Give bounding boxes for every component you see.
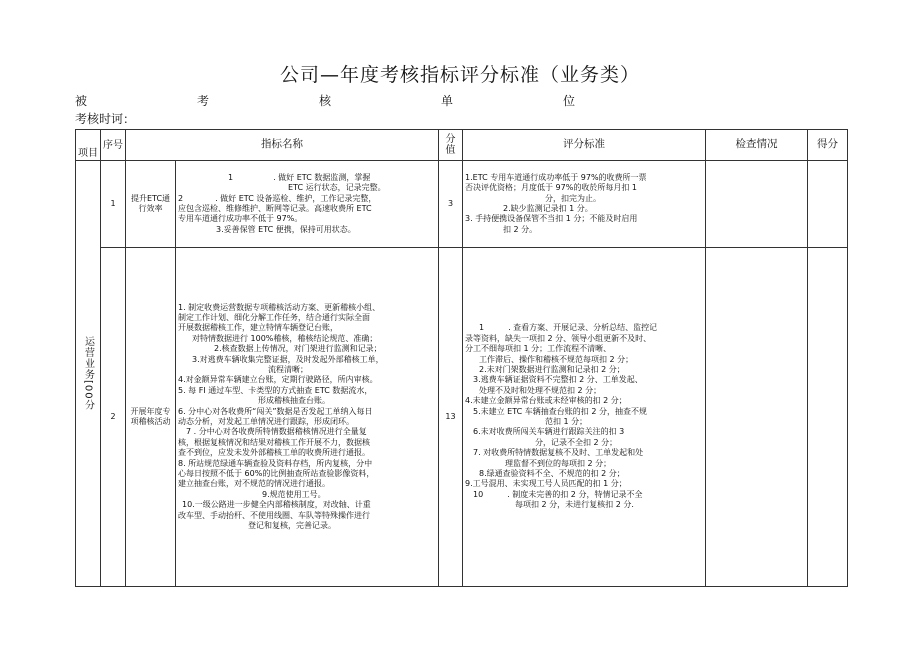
standard-line: 分，记录不全扣 2 分；	[535, 437, 618, 447]
indicator-name-cell: 提升ETC通行效率	[126, 161, 176, 248]
header-check: 检查情况	[706, 130, 808, 161]
assessed-unit-row	[75, 92, 575, 108]
seq-cell: 1	[101, 161, 126, 248]
standard-cell	[463, 248, 706, 587]
content-line: 登记和复核，完善记录。	[248, 520, 336, 530]
get-cell[interactable]	[808, 161, 848, 248]
content-line: ETC 运行状态，记录完整。	[288, 183, 386, 193]
standard-line: 2.未对门架数据进行监测和记录扣 2 分；	[479, 365, 625, 375]
standard-line: 1 . 查看方案、开展记录、分析总结、监控记	[479, 323, 658, 333]
content-line: 3.对逃费车辆收集完整证据，及时发起外部稽核工单，	[192, 354, 384, 364]
indicator-name-cell: 开展年度专项稽核活动	[126, 248, 176, 587]
standard-line: 5.未建立 ETC 车辆抽查台账的扣 2 分，抽查不规	[473, 406, 647, 416]
header-score: 分值	[439, 130, 463, 161]
content-line: 制定工作计划、细化分解工作任务，结合通行实际全面	[178, 313, 370, 323]
content-line: 流程清晰；	[268, 365, 308, 375]
standard-line: 分，扣完为止。	[545, 193, 601, 203]
standard-line: 处理不及时和处理不规范扣 2 分；	[479, 385, 602, 395]
content-line: 2 . 做好 ETC 设备巡检、维护，工作记录完整，	[178, 193, 377, 203]
standard-line: 4.未建立金额异常台账或未经审核的扣 2 分；	[465, 396, 627, 406]
content-line: 形成稽核抽查台账。	[258, 396, 330, 406]
standard-line: 分工不细每项扣 1 分；工作流程不清晰、	[465, 344, 612, 354]
content-line: 10.一级公路进一步健全内部稽核制度，对改轴、计重	[182, 500, 371, 510]
content-line: 1 . 做好 ETC 数据监测，掌握	[228, 172, 371, 182]
exam-time-label: 考核时诃：	[75, 112, 136, 126]
header-get: 得分	[808, 130, 848, 161]
standard-line: 理监督不到位的每项扣 2 分；	[505, 458, 612, 468]
standard-line: 录等资料，缺失一项扣 2 分、领导小组更新不及时、	[465, 333, 652, 343]
content-line: 心每日按照不低于 60%的比例抽查所站查验影像资料，	[178, 468, 375, 478]
standard-line: 8.绿通查验资料不全、不规范的扣 2 分；	[479, 468, 625, 478]
unit-char: 被	[75, 94, 88, 108]
indicator-content-cell	[176, 161, 439, 248]
content-line: 核，根据复核情况和结果对稽核工作开展不力，数据核	[178, 437, 370, 447]
standard-line: 10 . 制度未完善的扣 2 分，特情记录不全	[473, 489, 643, 499]
get-cell[interactable]	[808, 248, 848, 587]
content-line: 3.妥善保管 ETC 便携，保持可用状态。	[216, 224, 356, 234]
standard-line: 6.未对收费所闯关车辆进行跟踪关注的扣 3	[473, 427, 625, 437]
document-title: 公司—年度考核指标评分标准（业务类）	[279, 64, 640, 86]
content-line: 5. 每 FI 通过车型、卡类型的方式抽查 ETC 数据流水，	[178, 385, 373, 395]
standard-line: 工作滞后、操作和稽核不规范每项扣 2 分；	[479, 354, 634, 364]
scoring-table	[75, 129, 848, 587]
check-cell[interactable]	[706, 161, 808, 248]
standard-line: 7. 对收费所特情数据复核不及时、工单发起和处	[473, 448, 644, 458]
unit-char: 核	[318, 94, 331, 108]
check-cell[interactable]	[706, 248, 808, 587]
header-seq: 序号	[101, 130, 126, 161]
content-line: 9.规范使用工号。	[262, 489, 326, 499]
standard-line: 否决评优资格；月度低于 97%的收於所每月扣 1	[465, 183, 637, 193]
table-row	[76, 161, 848, 248]
content-line: 6. 分中心对各收费所“闯关”数据是否发起工单纳入每日	[178, 406, 373, 416]
score-cell: 13	[439, 248, 463, 587]
content-line: 建立抽查台账，对不规范的情况进行通报。	[178, 479, 330, 489]
content-line: 4.对金额异常车辆建立台账，定期行驶路径，所内审核。	[178, 375, 378, 385]
content-line: 7 . 分中心对各收费所特情数据稽核情况进行全量复	[186, 427, 367, 437]
content-line: 8. 所站规范绿通车辆查验及资料存档，所内复核，分中	[178, 458, 373, 468]
header-indicator: 指标名称	[126, 130, 439, 161]
content-line: 专用车道通行成功率不低于 97%。	[178, 214, 303, 224]
header-category: 项目	[76, 130, 101, 161]
content-line: 对特情数据进行 100%稽核，稽核结论规范、准确；	[192, 333, 378, 343]
standard-line: 3. 手持便携设备保管不当扣 1 分；不能及时启用	[465, 214, 638, 224]
standard-line: 范扣 1 分；	[545, 417, 588, 426]
standard-line: 扣 2 分。	[503, 224, 538, 234]
score-cell: 3	[439, 161, 463, 248]
unit-char: 考	[196, 94, 209, 108]
category-cell	[76, 161, 101, 587]
standard-line: 3.逃费车辆证据资料不完整扣 2 分、工单发起、	[473, 375, 643, 385]
unit-char: 单	[440, 94, 453, 108]
unit-char: 位	[562, 94, 575, 108]
table-header-row	[76, 130, 848, 161]
standard-line: 1.ETC 专用车道通行成功率低于 97%的收费所一票	[465, 172, 647, 182]
header-standard: 评分标准	[463, 130, 706, 161]
seq-cell: 2	[101, 248, 126, 587]
content-line: 2.核查数据上传情况，对门架进行监测和记录；	[214, 344, 382, 354]
content-line: 开展数据稽核工作，建立特情车辆登记台账，	[178, 323, 338, 333]
standard-cell	[463, 161, 706, 248]
indicator-content-cell	[176, 248, 439, 587]
content-line: 查不到位，应发未发外部稽核工单的收费所进行通报。	[178, 448, 370, 458]
content-line: 改车型、手动抬杆、不使用线圈、车队等特殊操作进行	[178, 510, 370, 520]
content-line: 动态分析，对发起工单情况进行跟踪，形成闭环。	[178, 417, 354, 426]
standard-line: 2.缺少监测记录扣 1 分。	[503, 204, 593, 213]
content-line: 应包含巡检、维修维护、断网等记录。高速收费所 ETC	[178, 204, 372, 213]
content-line: 1. 制定收费运营数据专项稽核活动方案、更新稽核小组、	[178, 302, 381, 312]
table-row	[76, 248, 848, 587]
standard-line: 每项扣 2 分，未进行复核扣 2 分.	[515, 500, 634, 510]
category-label: 运营业务[00分	[82, 336, 94, 411]
standard-line: 9.工号混用、未实现工号人员匹配的扣 1 分；	[465, 479, 627, 489]
